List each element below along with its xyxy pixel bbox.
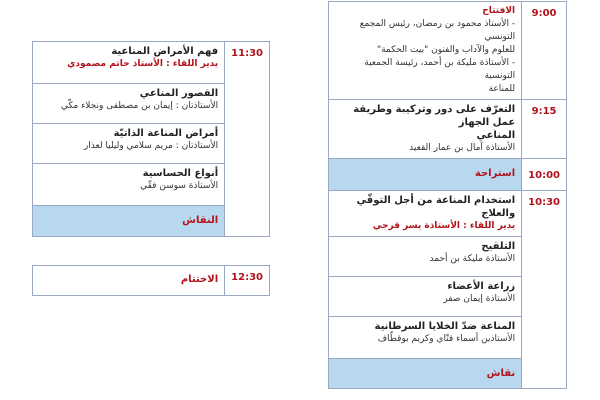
hassas-cell bbox=[33, 164, 225, 206]
fahm-title: فهم الأمراض المناعية bbox=[111, 46, 219, 57]
cancer-cell bbox=[329, 317, 522, 359]
dhatiya-speakers: الأستاذتان : مريم سلامي وليليا لعذار bbox=[83, 141, 219, 151]
opening-line2: للعلوم والآداب والفنون "بيت الحكمة" bbox=[376, 45, 516, 55]
qusur-speakers: الأستاذتان : إيمان بن مصطفى ونجلاء مكّي bbox=[60, 101, 219, 111]
niqash-left-label: النقاش bbox=[182, 215, 219, 226]
opening-line4: للمناعة bbox=[488, 84, 516, 94]
break-label: استراحة bbox=[474, 168, 516, 179]
time-900: 9:00 bbox=[522, 2, 567, 100]
opening-line1: - الأستاذ محمود بن رمضان، رئيس المجمع التونسي bbox=[359, 19, 516, 42]
use-moderator: يدير اللقاء : الأستاذة يسر قرجي bbox=[372, 221, 516, 231]
niqash-right-label: نقاش bbox=[486, 368, 516, 379]
use-title: استخدام المناعة من أجل التوقّي والعلاج bbox=[356, 195, 516, 219]
closing-label: الاختتام bbox=[180, 274, 219, 285]
time-915: 9:15 bbox=[522, 100, 567, 159]
time-1230: 12:30 bbox=[225, 266, 270, 296]
opening-title: الافتتاح bbox=[482, 6, 516, 16]
organ-speaker: الأستاذة إيمان صفر bbox=[443, 294, 516, 304]
time-1000: 10:00 bbox=[522, 159, 567, 191]
hassas-speaker: الأستاذة سوسن فقّي bbox=[140, 181, 219, 191]
break-cell bbox=[329, 159, 522, 191]
cancer-title: المناعة ضدّ الخلايا السرطانية bbox=[374, 321, 516, 332]
cancer-speakers: الأستاذين أسماء قتّاي وكريم بوقطّاف bbox=[377, 334, 516, 344]
organ-cell bbox=[329, 277, 522, 317]
niqash-left-cell bbox=[33, 206, 225, 237]
fahm-cell bbox=[33, 42, 225, 84]
vacc-title: التلقيح bbox=[481, 241, 516, 252]
dhatiya-title: أمراض المناعة الذاتيّة bbox=[113, 128, 219, 139]
right-session-table bbox=[328, 1, 567, 389]
left-session-table bbox=[32, 41, 270, 237]
niqash-right-cell bbox=[329, 359, 522, 389]
opening-cell bbox=[329, 2, 522, 100]
role-title-l2: المناعي bbox=[476, 130, 516, 141]
time-1030: 10:30 bbox=[522, 191, 567, 389]
qusur-title: القصور المناعي bbox=[139, 88, 219, 99]
opening-line3: - الأستاذة مليكة بن أحمد، رئيسة الجمعية التونسية bbox=[364, 58, 516, 81]
use-cell bbox=[329, 191, 522, 237]
closing-table bbox=[32, 265, 270, 296]
role-speaker: الأستاذة آمال بن عمار القعيد bbox=[409, 143, 516, 153]
organ-title: زراعة الأعضاء bbox=[447, 281, 516, 292]
hassas-title: أنواع الحساسية bbox=[142, 168, 219, 179]
role-title-l1: التعرّف على دور وتركيبة وطريقة عمل الجهاز bbox=[353, 104, 516, 128]
closing-cell bbox=[33, 266, 225, 296]
vacc-cell bbox=[329, 237, 522, 277]
dhatiya-cell bbox=[33, 124, 225, 164]
vacc-speaker: الأستاذة مليكة بن أحمد bbox=[429, 254, 516, 264]
fahm-moderator: يدير اللقاء : الأستاذ حاتم مصمودي bbox=[67, 59, 219, 69]
time-1130: 11:30 bbox=[225, 42, 270, 237]
role-cell bbox=[329, 100, 522, 159]
qusur-cell bbox=[33, 84, 225, 124]
